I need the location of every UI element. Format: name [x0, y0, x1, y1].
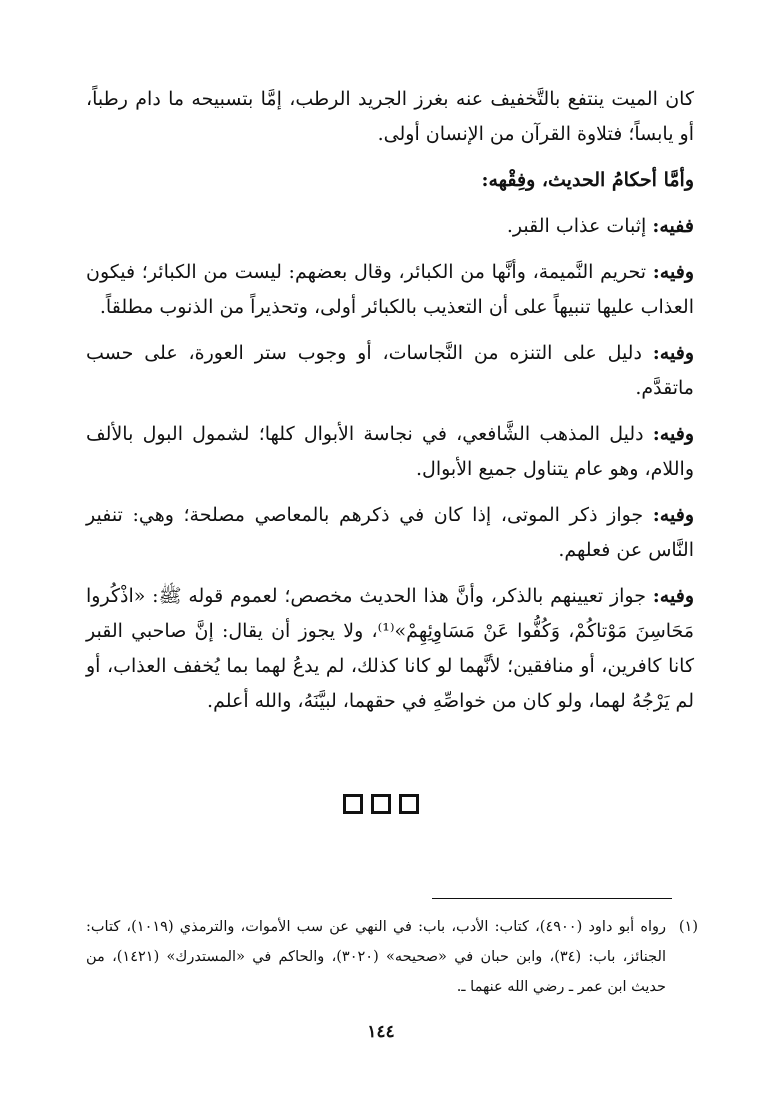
footnote-separator	[432, 898, 672, 899]
footnote-item	[86, 912, 698, 1002]
point-text: جواز ذكر الموتى، إذا كان في ذكرهم بالمعاصي مصلحة؛ وهي: تنفير النَّاس عن فعلهم.	[86, 504, 694, 561]
footnote-text: رواه أبو داود (٤٩٠٠)، كتاب: الأدب، باب: في النهي عن سب الأموات، والترمذي (١٠١٩)، كتاب: الجنائز، باب: (٣٤)، وابن حبان في «صحيحه» (٣٠٢٠)، والحاكم في «المستدرك» (١٤٢١)، من حديث ابن عمر ـ رضي الله عنهما ـ.	[86, 919, 666, 995]
section-divider-ornament	[0, 794, 762, 818]
point-text: جواز تعيينهم بالذكر، وأنَّ هذا الحديث مخصص؛ لعموم قوله ﷺ: «اذْكُروا مَحَاسِنَ مَوْتاكُمْ، وَكُفُّوا عَنْ مَسَاوِئِهِمْ»⁽¹⁾، ولا يجوز أن يقال: إنَّ صاحبي القبر كانا كافرين، أو منافقين؛ لأنَّهما لو كانا كذلك، لم يدعُ لهما بما يُخفف العذاب، أو لم يَرْجُهُ لهما، ولو كان من خواصِّهِ في حقهما، لبيَّنَهُ، والله أعلم.	[86, 585, 695, 712]
footnotes	[86, 912, 698, 1002]
point-paragraph	[86, 209, 694, 244]
point-paragraph	[86, 579, 694, 719]
section-heading: وأمَّا أحكامُ الحديث، وفِقْهه:	[481, 169, 694, 191]
intro-paragraph: كان الميت ينتفع بالتَّخفيف عنه بغرز الجريد الرطب، إمَّا بتسبيحه ما دام رطباً، أو يابساً؛ فتلاوة القرآن من الإنسان أولى.	[86, 88, 694, 145]
footnote-number: (١)	[678, 919, 698, 935]
point-paragraph	[86, 255, 694, 325]
ornament-square-icon	[371, 794, 391, 814]
point-paragraph	[86, 417, 694, 487]
point-lead: وفيه:	[652, 585, 694, 607]
point-text: دليل على التنزه من النَّجاسات، أو وجوب ستر العورة، على حسب ماتقدَّم.	[86, 342, 694, 399]
point-text: دليل المذهب الشَّافعي، في نجاسة الأبوال كلها؛ لشمول البول بالألف واللام، وهو عام يتناول جميع الأبوال.	[86, 423, 694, 480]
point-lead: وفيه:	[652, 261, 694, 283]
page-number: ١٤٤	[367, 1022, 395, 1042]
point-text: تحريم النَّميمة، وأنَّها من الكبائر، وقال بعضهم: ليست من الكبائر؛ فيكون العذاب عليها تنبيهاً على أن التعذيب بالكبائر أولى، وتحذيراً من الذنوب مطلقاً.	[86, 261, 694, 318]
point-lead: وفيه:	[652, 342, 694, 364]
point-lead: وفيه:	[652, 504, 694, 526]
point-lead: ففيه:	[652, 215, 694, 237]
point-lead: وفيه:	[652, 423, 694, 445]
point-paragraph	[86, 336, 694, 406]
ornament-square-icon	[399, 794, 419, 814]
point-paragraph	[86, 498, 694, 568]
ornament-square-icon	[343, 794, 363, 814]
point-text: إثبات عذاب القبر.	[506, 215, 653, 237]
main-text	[86, 82, 694, 730]
